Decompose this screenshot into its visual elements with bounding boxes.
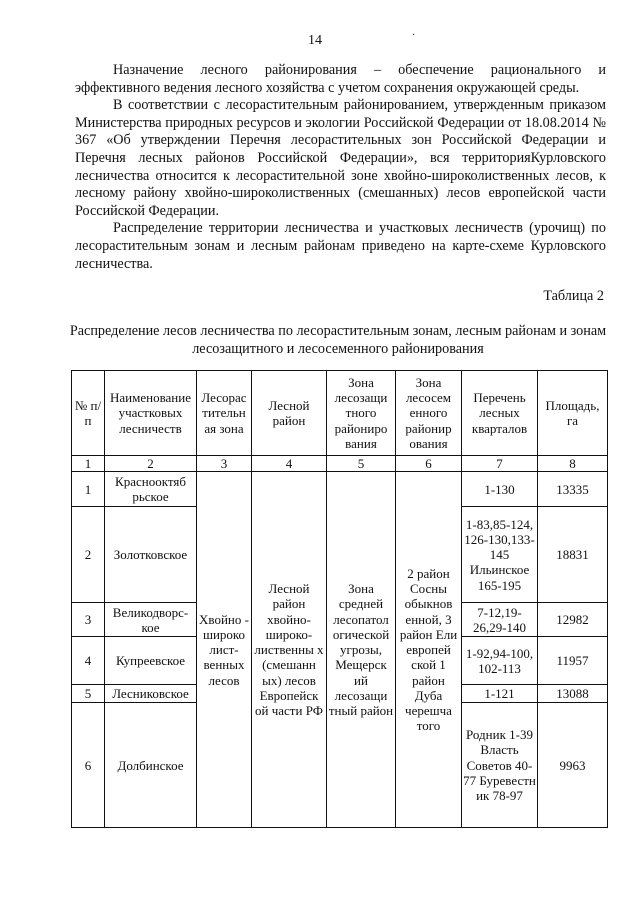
- header-cell: Зона лесозащи тного райониро вания: [327, 371, 396, 456]
- table-number: Таблица 2: [543, 288, 604, 304]
- forestry-name: Великодворс-кое: [105, 603, 197, 637]
- body-text: [75, 62, 606, 273]
- forestry-name: Долбинское: [105, 703, 197, 828]
- row-number: 5: [72, 685, 105, 703]
- seed-zone-cell: 2 район Сосны обыкнов енной, 3 район Ели европей ской 1 район Дуба черешча того: [396, 472, 462, 828]
- area-cell: 9963: [538, 703, 608, 828]
- header-cell: № п/п: [72, 371, 105, 456]
- row-number: 1: [72, 472, 105, 507]
- forestry-name: Лесниковское: [105, 685, 197, 703]
- quarters-cell: 1-121: [462, 685, 538, 703]
- paragraph: Распределение территории лесничества и участковых лесничеств (урочищ) по лесорастительным зонам и лесным районам приведено на карте-схеме Курловского лесничества.: [75, 220, 606, 272]
- paragraph: В соответствии с лесорастительным районированием, утвержденным приказом Министерства природных ресурсов и экологии Российской Федерации от 18.08.2014 № 367 «Об утверждении Перечня лесорастительных зон Российской Федерации и Перечня лесных районов Российской Федерации», вся территорияКурловского лесничества относится к лесорастительной зоне хвойно-широколиственных лесов, к лесному району хвойно-широколиственных (смешанных) лесов европейской части Российской Федерации.: [75, 97, 606, 219]
- area-cell: 13335: [538, 472, 608, 507]
- protection-zone-cell: Зона средней лесопатол огической угрозы, Мещерск ий лесозащи тный район: [327, 472, 396, 828]
- column-number: 2: [105, 456, 197, 472]
- row-number: 6: [72, 703, 105, 828]
- column-number: 6: [396, 456, 462, 472]
- column-number: 7: [462, 456, 538, 472]
- row-number: 4: [72, 637, 105, 685]
- header-cell: Зона лесосем енного районир ования: [396, 371, 462, 456]
- quarters-cell: 1-92,94-100, 102-113: [462, 637, 538, 685]
- forestry-name: Купреевское: [105, 637, 197, 685]
- header-cell: Лесорас тительн ая зона: [197, 371, 252, 456]
- forestry-name: Краснооктяб рьское: [105, 472, 197, 507]
- forest-distribution-table: [71, 370, 608, 828]
- header-cell: Перечень лесных кварталов: [462, 371, 538, 456]
- header-row: [72, 371, 608, 456]
- vegetation-zone-cell: Хвойно - широко лист-венных лесов: [197, 472, 252, 828]
- forestry-name: Золотковское: [105, 507, 197, 603]
- column-number: 8: [538, 456, 608, 472]
- forest-district-cell: Лесной район хвойно-широко-лиственны х (смешанн ых) лесов Европейск ой части РФ: [252, 472, 327, 828]
- column-number: 5: [327, 456, 396, 472]
- area-cell: 18831: [538, 507, 608, 603]
- page-number: 14: [308, 33, 322, 48]
- table-caption: Распределение лесов лесничества по лесорастительным зонам, лесным районам и зонам лесозащитного и лесосеменного районирования: [69, 323, 607, 357]
- column-number: 4: [252, 456, 327, 472]
- scan-dot: ·: [412, 30, 416, 41]
- header-cell: Наименование участковых лесничеств: [105, 371, 197, 456]
- table-row: [72, 472, 608, 507]
- column-number: 3: [197, 456, 252, 472]
- header-cell: Лесной район: [252, 371, 327, 456]
- header-cell: Площадь, га: [538, 371, 608, 456]
- column-number: 1: [72, 456, 105, 472]
- paragraph: Назначение лесного районирования – обеспечение рационального и эффективного ведения лесного хозяйства с учетом сохранения окружающей среды.: [75, 62, 606, 96]
- row-number: 3: [72, 603, 105, 637]
- quarters-cell: 1-83,85-124, 126-130,133-145 Ильинское 165-195: [462, 507, 538, 603]
- row-number: 2: [72, 507, 105, 603]
- quarters-cell: 1-130: [462, 472, 538, 507]
- area-cell: 11957: [538, 637, 608, 685]
- area-cell: 13088: [538, 685, 608, 703]
- quarters-cell: Родник 1-39 Власть Советов 40-77 Буревестн ик 78-97: [462, 703, 538, 828]
- quarters-cell: 7-12,19-26,29-140: [462, 603, 538, 637]
- area-cell: 12982: [538, 603, 608, 637]
- column-number-row: [72, 456, 608, 472]
